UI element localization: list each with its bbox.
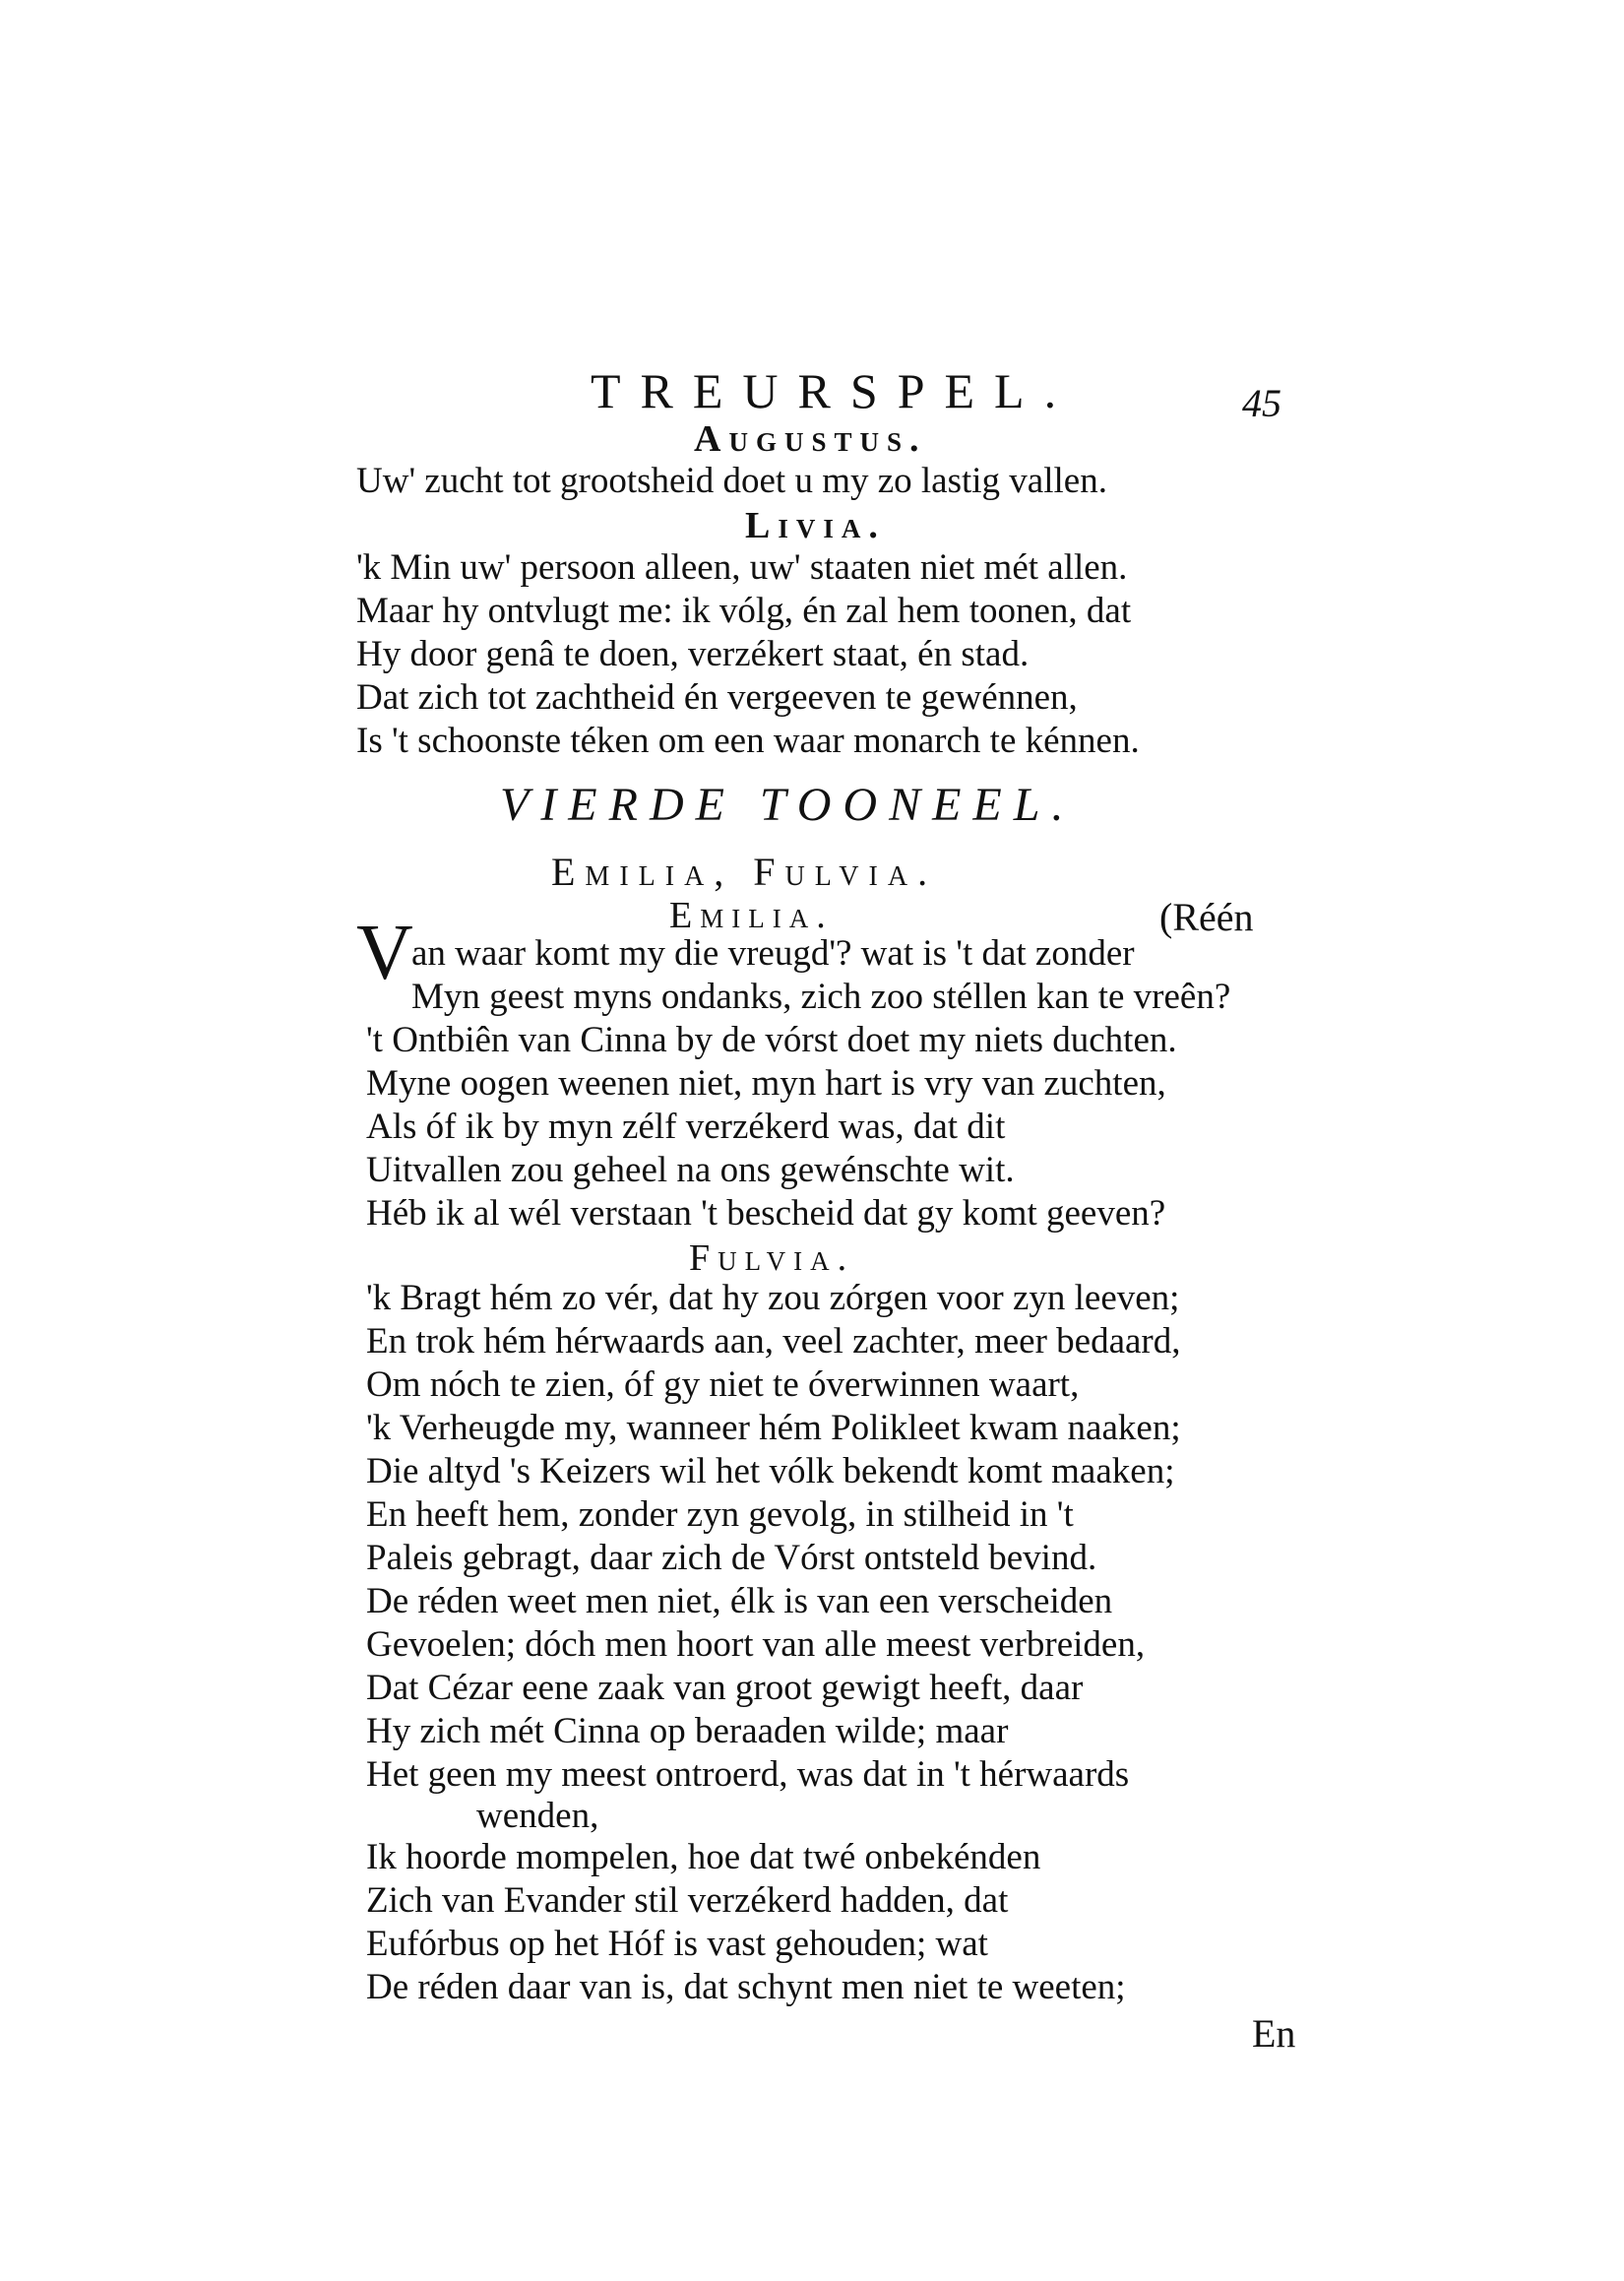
verse-line: En heeft hem, zonder zyn gevolg, in stilheid in 't: [366, 1494, 1074, 1535]
verse-line: 'k Bragt hém zo vér, dat hy zou zórgen voor zyn leeven;: [366, 1278, 1180, 1318]
verse-line: Hy door genâ te doen, verzékert staat, én stad.: [356, 634, 1030, 674]
verse-line: Hy zich mét Cinna op beraaden wilde; maar: [366, 1711, 1009, 1751]
speaker-emilia: Emilia.: [669, 895, 834, 936]
verse-line: Dat zich tot zachtheid én vergeeven te gewénnen,: [356, 677, 1078, 718]
speaker-fulvia: Fulvia.: [689, 1237, 855, 1279]
verse-line: 'k Verheugde my, wanneer hém Polikleet kwam naaken;: [366, 1408, 1181, 1448]
verse-line: Gevoelen; dóch men hoort van alle meest verbreiden,: [366, 1624, 1146, 1665]
stage-direction: (Réén: [1159, 895, 1254, 939]
catchword: En: [1252, 2011, 1296, 2056]
verse-line: Paleis gebragt, daar zich de Vórst ontsteld bevind.: [366, 1538, 1097, 1578]
scene-cast: Emilia, Fulvia.: [551, 850, 938, 894]
verse-line: 't Ontbiên van Cinna by de vórst doet my niets duchten.: [366, 1020, 1177, 1060]
page-number: 45: [1242, 381, 1281, 425]
verse-line: Het geen my meest ontroerd, was dat in 't hérwaards: [366, 1754, 1130, 1795]
verse-line: Myne oogen weenen niet, myn hart is vry van zuchten,: [366, 1063, 1166, 1104]
verse-line: Die altyd 's Keizers wil het vólk bekendt komt maaken;: [366, 1451, 1175, 1491]
verse-line: Om nóch te zien, óf gy niet te óverwinnen waart,: [366, 1364, 1080, 1405]
scene-title: VIERDE TOONEEL.: [500, 779, 1076, 831]
verse-line: Uitvallen zou geheel na ons gewénschte wit.: [366, 1150, 1015, 1190]
verse-line: En trok hém hérwaards aan, veel zachter, meer bedaard,: [366, 1321, 1181, 1362]
verse-line: Zich van Evander stil verzékerd hadden, dat: [366, 1880, 1009, 1921]
verse-line: 'k Min uw' persoon alleen, uw' staaten niet mét allen.: [356, 547, 1128, 588]
verse-line: Ik hoorde mompelen, hoe dat twé onbekénden: [366, 1837, 1041, 1877]
verse-line: Myn geest myns ondanks, zich zoo stéllen kan te vreên?: [411, 977, 1231, 1017]
verse-line: Dat Cézar eene zaak van groot gewigt heeft, daar: [366, 1668, 1084, 1708]
verse-line: Héb ik al wél verstaan 't bescheid dat gy komt geeven?: [366, 1193, 1166, 1234]
verse-line: Uw' zucht tot grootsheid doet u my zo lastig vallen.: [356, 461, 1107, 501]
verse-line: Eufórbus op het Hóf is vast gehouden; wat: [366, 1924, 988, 1964]
verse-line: De réden weet men niet, élk is van een verscheiden: [366, 1581, 1113, 1621]
speaker-augustus: Augustus.: [694, 418, 927, 460]
running-title: TREURSPEL.: [591, 363, 1077, 418]
verse-line: Als óf ik by myn zélf verzékerd was, dat dit: [366, 1107, 1006, 1147]
verse-line: an waar komt my die vreugd'? wat is 't dat zonder: [411, 933, 1135, 974]
verse-line: De réden daar van is, dat schynt men niet te weeten;: [366, 1967, 1126, 2007]
verse-line-runover: wenden,: [476, 1796, 599, 1836]
speaker-livia: Livia.: [745, 505, 886, 546]
verse-line: Is 't schoonste téken om een waar monarch te kénnen.: [356, 721, 1140, 761]
drop-cap: V: [356, 910, 413, 996]
verse-line: Maar hy ontvlugt me: ik vólg, én zal hem toonen, dat: [356, 591, 1132, 631]
